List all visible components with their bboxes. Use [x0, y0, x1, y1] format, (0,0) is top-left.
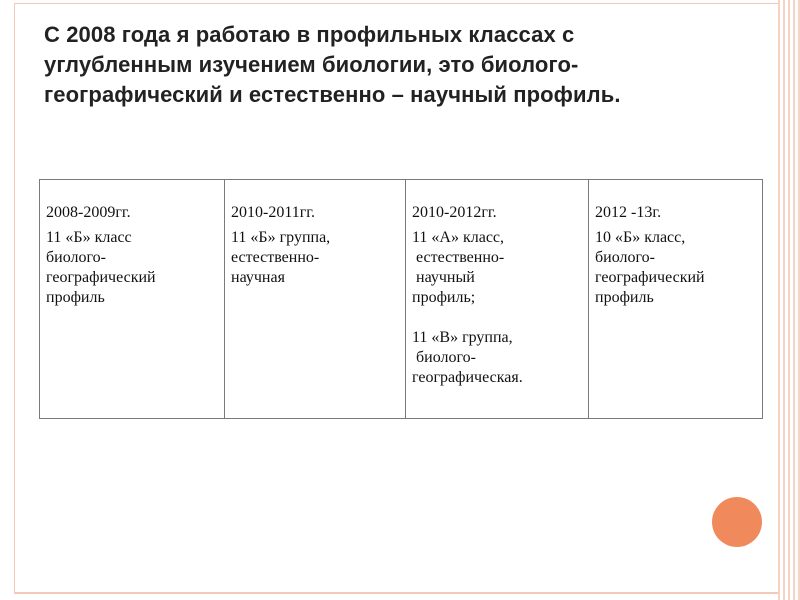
cell-line: научная	[231, 269, 285, 286]
table-cell	[225, 224, 406, 419]
frame-bottom-line	[14, 592, 784, 594]
cell-line: профиль;	[412, 289, 476, 306]
cell-line: биолого-	[412, 349, 476, 366]
header-cell: 2008-2009гг.	[40, 180, 225, 225]
cell-line: научный	[412, 269, 475, 286]
cell-line: естественно-	[231, 249, 320, 266]
cell-line: биолого-	[595, 249, 655, 266]
cell-line: 10 «Б» класс,	[595, 229, 686, 246]
cell-line: 11 «А» класс,	[412, 229, 505, 246]
cell-line: географическая.	[412, 369, 523, 386]
cell-line: географический	[46, 269, 156, 286]
cell-spacer	[412, 308, 582, 328]
decorative-stripes	[778, 0, 800, 600]
cell-line: географический	[595, 269, 705, 286]
slide-title: С 2008 года я работаю в профильных классах с углубленным изучением биологии, это биолого-географический и естественно – научный профиль.	[44, 22, 621, 107]
cell-line: естественно-	[412, 249, 505, 266]
header-cell: 2010-2012гг.	[406, 180, 589, 225]
table-cell	[589, 224, 763, 419]
header-cell: 2012 -13г.	[589, 180, 763, 225]
cell-line: 11 «Б» класс	[46, 229, 132, 246]
header-cell: 2010-2011гг.	[225, 180, 406, 225]
cell-line: 11 «В» группа,	[412, 329, 513, 346]
cell-line: профиль	[595, 289, 654, 306]
profile-table	[39, 179, 763, 419]
table-header-row	[40, 180, 763, 225]
table-cell	[40, 224, 225, 419]
table-row	[40, 224, 763, 419]
cell-line: 11 «Б» группа,	[231, 229, 331, 246]
table-cell	[406, 224, 589, 419]
cell-line: профиль	[46, 289, 105, 306]
decorative-circle	[712, 497, 762, 547]
cell-line: биолого-	[46, 249, 106, 266]
